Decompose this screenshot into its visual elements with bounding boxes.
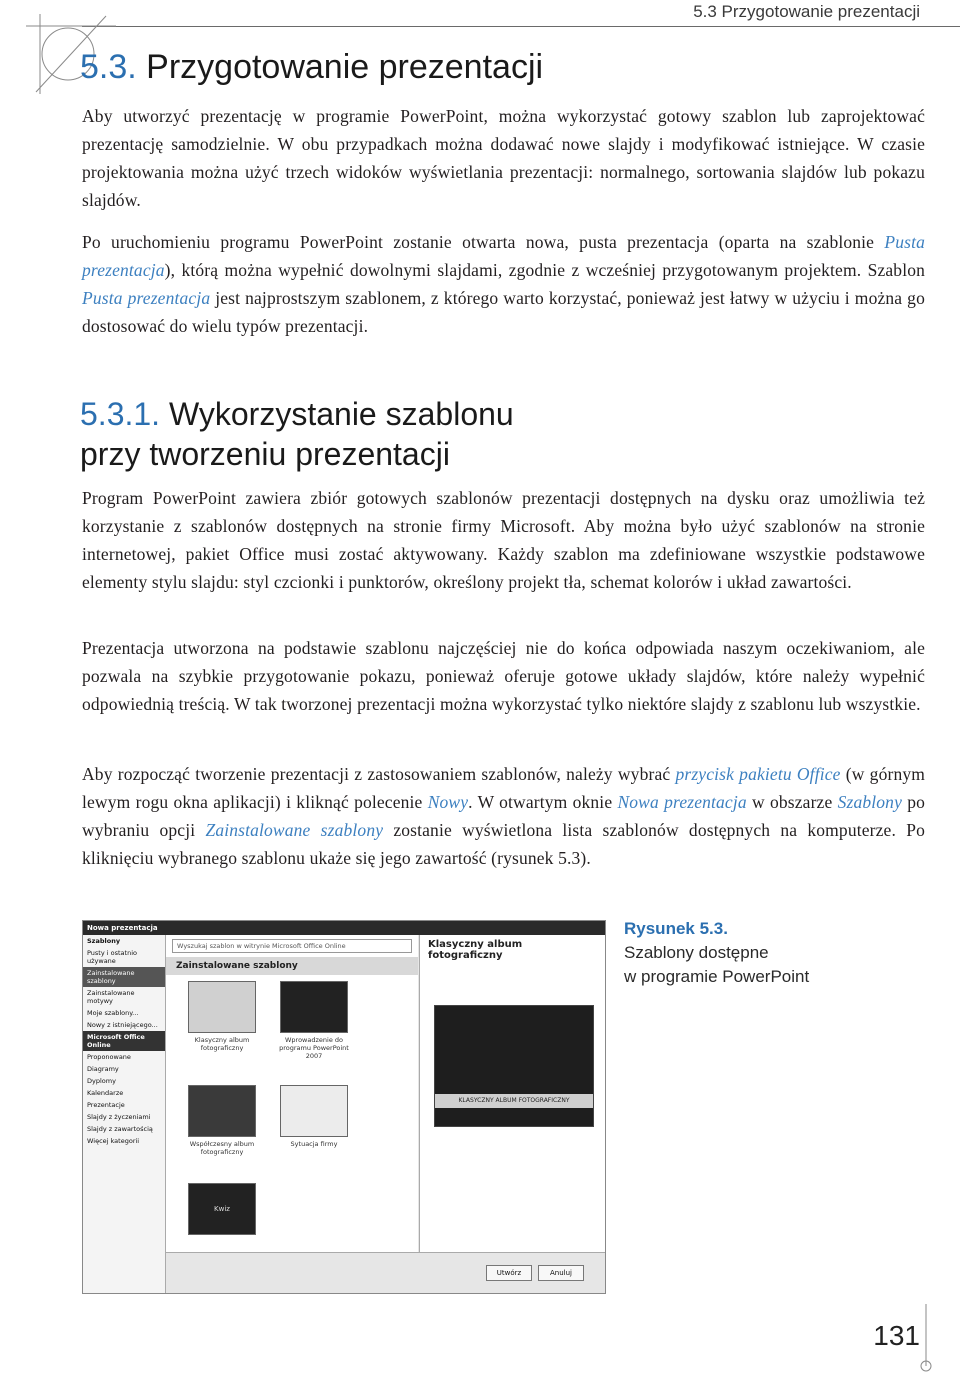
text-run: (w górnym lewym rogu okna aplikacji) i kliknąć polecenie xyxy=(82,764,926,812)
sidebar-item-zainstalowane-motywy[interactable]: Zainstalowane motywy xyxy=(87,989,135,1005)
keyword-pusta-prezentacja: Pusta prezentacja xyxy=(82,288,211,308)
paragraph-intro: Aby utworzyć prezentację w programie PowerPoint, można wykorzystać gotowy szablon lub zaprojektować prezentację samodzielnie. W obu przypadkach można dodawać nowe slajdy i modyfikować istniejące. W czasie projektowania można użyć trzech widoków wyświetlania prezentacji: normalnego, sortowania slajdów lub pokazu slajdów. xyxy=(82,106,925,210)
keyword-pusta-prezentacja: Pusta prezentacja xyxy=(82,232,925,280)
template-search-input[interactable]: Wyszukaj szablon w witrynie Microsoft Office Online xyxy=(172,939,412,953)
thumb-image xyxy=(188,981,256,1033)
text-run: Po uruchomieniu programu PowerPoint zostanie otwarta nowa, pusta prezentacja (oparta na szablonie xyxy=(82,232,885,252)
paragraph-templates: Program PowerPoint zawiera zbiór gotowych szablonów prezentacji dostępnych na dysku oraz umożliwia też korzystanie z szablonów dostępnych na stronie firmy Microsoft. Aby można było użyć szablonów na stronie internetowej, pakiet Office musi zostać aktywowany. Każdy szablon ma zdefiniowane wszystkie podstawowe elementy stylu slajdu: styl czcionki i punktorów, określony projekt tła, schemat kolorów i układ zawartości. xyxy=(82,488,925,592)
running-head: 5.3 Przygotowanie prezentacji xyxy=(693,2,920,21)
page-number-decoration xyxy=(914,1304,944,1374)
text-run: Aby rozpocząć tworzenie prezentacji z zastosowaniem szablonów, należy wybrać xyxy=(82,764,676,784)
paragraph-template-usage: Prezentacja utworzona na podstawie szablonu najczęściej nie do końca odpowiada naszym oczekiwaniom, ale pozwala na szybkie przygotowanie pokazu, ponieważ oferuje gotowe układy slajdów, które należy wypełnić odpowiednią treścią. W tak tworzonej prezentacji można wykorzystać tylko niektóre slajdy z szablonu lub wszystkie. xyxy=(82,638,925,714)
cancel-button[interactable]: Anuluj xyxy=(538,1265,584,1281)
subsection-number: 5.3.1. xyxy=(80,396,161,432)
text-run: ), którą można wypełnić dowolnymi slajdami, zgodnie z wcześniej przygotowanym projektem. Szablon xyxy=(164,260,925,280)
sidebar-item-wiecej-kategorii[interactable]: Więcej kategorii xyxy=(87,1137,140,1145)
gallery-header: Zainstalowane szablony xyxy=(166,957,418,975)
template-thumb[interactable] xyxy=(182,1085,262,1156)
text-run: . W otwartym oknie xyxy=(468,792,618,812)
keyword-office-button: przycisk pakietu Office xyxy=(675,764,841,784)
figure-screenshot xyxy=(82,920,606,1294)
header-rule xyxy=(82,26,960,27)
caption-line1: Szablony dostępne xyxy=(624,943,769,962)
keyword-nowy: Nowy xyxy=(427,792,469,812)
thumb-inner-label: Kwiz xyxy=(214,1205,230,1213)
paragraph-how-to xyxy=(82,760,925,872)
text-run: zostanie wyświetlona lista szablonów dostępnych na komputerze. Po kliknięciu wybranego szablonu ukaże się jego zawartość (rysunek 5.3). xyxy=(82,820,925,868)
caption-line2: w programie PowerPoint xyxy=(624,967,810,986)
keyword-zainstalowane-szablony: Zainstalowane szablony xyxy=(205,820,384,840)
template-thumb[interactable] xyxy=(274,981,354,1060)
text-run: po wybraniu opcji xyxy=(82,792,925,840)
thumb-image xyxy=(280,1085,348,1137)
sidebar-item-dyplomy[interactable]: Dyplomy xyxy=(87,1077,116,1085)
dialog-button-bar xyxy=(166,1252,605,1293)
thumb-label: Wprowadzenie do programu PowerPoint 2007 xyxy=(279,1036,349,1060)
thumb-label: Sytuacja firmy xyxy=(290,1140,338,1148)
thumb-image xyxy=(188,1183,256,1235)
figure-caption xyxy=(624,917,809,989)
section-title: Przygotowanie prezentacji xyxy=(146,48,544,86)
paragraph-blank-template xyxy=(82,228,925,340)
preview-band: KLASYCZNY ALBUM FOTOGRAFICZNY xyxy=(435,1094,593,1108)
template-thumb[interactable] xyxy=(274,1085,354,1148)
page-number: 131 xyxy=(873,1320,920,1351)
sidebar-item-diagramy[interactable]: Diagramy xyxy=(87,1065,119,1073)
sidebar-item-zainstalowane-szablony[interactable]: Zainstalowane szablony xyxy=(83,967,165,987)
keyword-nowa-prezentacja: Nowa prezentacja xyxy=(617,792,747,812)
subsection-title-line2: przy tworzeniu prezentacji xyxy=(80,436,450,472)
sidebar-item-office-online[interactable]: Microsoft Office Online xyxy=(83,1031,165,1051)
template-preview-pane xyxy=(419,935,605,1253)
template-thumb[interactable] xyxy=(182,1183,262,1238)
subsection-heading xyxy=(80,394,514,474)
section-number: 5.3. xyxy=(80,48,137,86)
keyword-szablony: Szablony xyxy=(837,792,902,812)
subsection-title-line1: Wykorzystanie szablonu xyxy=(168,396,514,432)
sidebar-item-proponowane[interactable]: Proponowane xyxy=(87,1053,131,1061)
sidebar-item-kalendarze[interactable]: Kalendarze xyxy=(87,1089,124,1097)
caption-title: Rysunek 5.3. xyxy=(624,919,728,938)
sidebar-item-prezentacje[interactable]: Prezentacje xyxy=(87,1101,125,1109)
sidebar-item-slajdy-z-zyczeniami[interactable]: Slajdy z życzeniami xyxy=(87,1113,151,1121)
sidebar-item-slajdy-z-zawartoscia[interactable]: Slajdy z zawartością xyxy=(87,1125,153,1133)
thumb-image xyxy=(188,1085,256,1137)
preview-title: Klasyczny album fotograficzny xyxy=(428,939,523,961)
dialog-title: Nowa prezentacja xyxy=(83,921,605,935)
section-heading xyxy=(80,48,543,87)
sidebar-item-nowy-z-istniejacego[interactable]: Nowy z istniejącego... xyxy=(87,1021,158,1029)
template-thumb[interactable] xyxy=(182,981,262,1052)
create-button[interactable]: Utwórz xyxy=(486,1265,532,1281)
sidebar-item-szablony[interactable]: Szablony xyxy=(87,937,121,945)
dialog-sidebar xyxy=(83,935,166,1293)
text-run: w obszarze xyxy=(746,792,838,812)
sidebar-item-pusty[interactable]: Pusty i ostatnio używane xyxy=(87,949,137,965)
thumb-image xyxy=(280,981,348,1033)
text-run: jest najprostszym szablonem, z którego warto korzystać, ponieważ jest łatwy w użyciu i można go dostosować do wielu typów prezentacji. xyxy=(82,288,925,336)
template-gallery xyxy=(166,935,418,1253)
thumb-label: Klasyczny album fotograficzny xyxy=(194,1036,250,1052)
thumb-label: Współczesny album fotograficzny xyxy=(189,1140,255,1156)
preview-image xyxy=(434,1005,594,1127)
sidebar-item-moje-szablony[interactable]: Moje szablony... xyxy=(87,1009,139,1017)
